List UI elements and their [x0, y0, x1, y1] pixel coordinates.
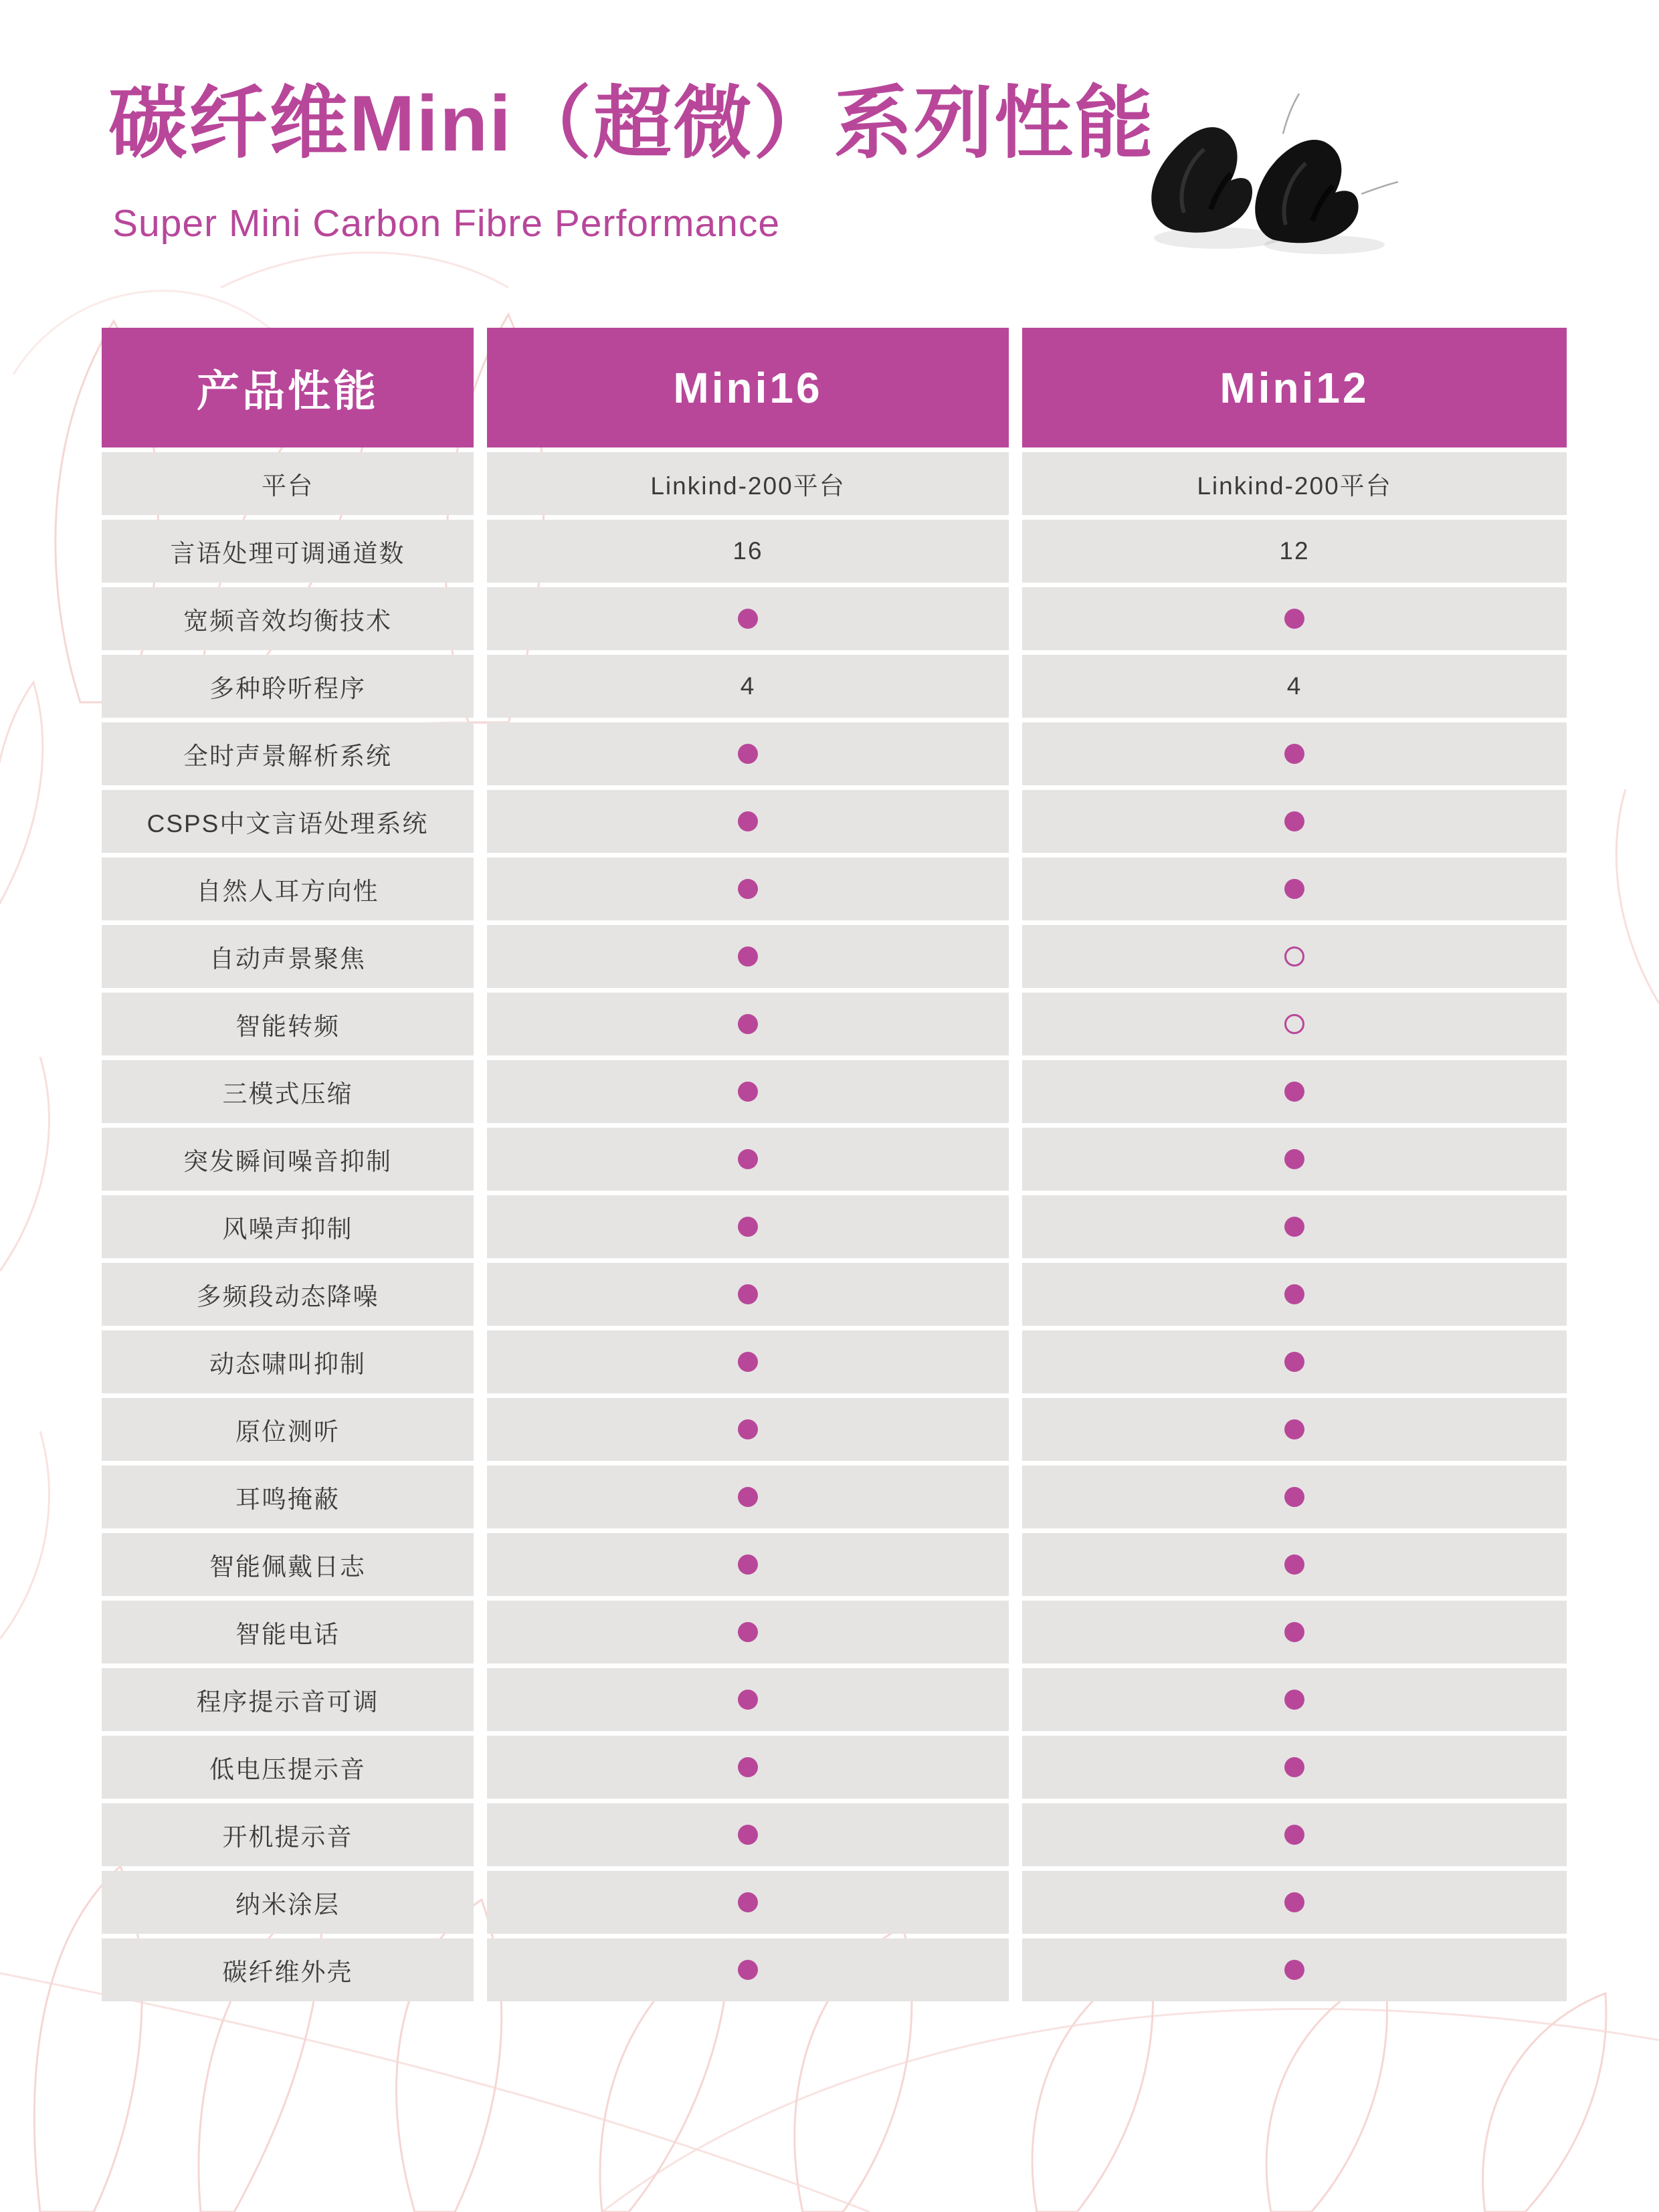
filled-dot-icon — [1284, 1757, 1304, 1777]
table-row — [102, 1871, 1567, 1934]
table-row — [102, 655, 1567, 718]
feature-label: 耳鸣掩蔽 — [102, 1466, 474, 1528]
mini12-value — [1022, 1668, 1567, 1731]
mini12-value — [1022, 1938, 1567, 2001]
filled-dot-icon — [738, 879, 758, 899]
filled-dot-icon — [738, 1892, 758, 1912]
filled-dot-icon — [738, 811, 758, 831]
mini16-value — [487, 790, 1009, 853]
mini12-value — [1022, 722, 1567, 785]
mini12-value — [1022, 587, 1567, 650]
filled-dot-icon — [738, 1352, 758, 1372]
filled-dot-icon — [1284, 1892, 1304, 1912]
feature-label: 宽频音效均衡技术 — [102, 587, 474, 650]
mini12-value — [1022, 790, 1567, 853]
table-row — [102, 790, 1567, 853]
mini12-value — [1022, 1195, 1567, 1258]
header-mini12: Mini12 — [1022, 328, 1567, 447]
mini16-value — [487, 1195, 1009, 1258]
filled-dot-icon — [1284, 1622, 1304, 1642]
mini12-value — [1022, 1263, 1567, 1326]
mini16-value — [487, 1466, 1009, 1528]
table-header-row — [102, 328, 1567, 447]
mini16-value — [487, 1736, 1009, 1799]
filled-dot-icon — [1284, 744, 1304, 764]
filled-dot-icon — [738, 1419, 758, 1439]
table-row — [102, 1668, 1567, 1731]
mini12-value — [1022, 993, 1567, 1055]
filled-dot-icon — [738, 1960, 758, 1980]
table-row — [102, 1938, 1567, 2001]
mini12-value — [1022, 858, 1567, 920]
feature-label: 智能转频 — [102, 993, 474, 1055]
filled-dot-icon — [738, 1825, 758, 1845]
mini12-value: Linkind-200平台 — [1022, 452, 1567, 515]
filled-dot-icon — [1284, 1960, 1304, 1980]
filled-dot-icon — [1284, 811, 1304, 831]
feature-label: 智能电话 — [102, 1601, 474, 1664]
mini16-value — [487, 1263, 1009, 1326]
mini12-value — [1022, 1330, 1567, 1393]
spec-table — [102, 328, 1567, 2006]
mini12-value — [1022, 1060, 1567, 1123]
mini16-value — [487, 1128, 1009, 1191]
hollow-dot-icon — [1284, 946, 1304, 967]
table-row — [102, 1263, 1567, 1326]
feature-label: 全时声景解析系统 — [102, 722, 474, 785]
hollow-dot-icon — [1284, 1014, 1304, 1034]
mini12-value: 4 — [1022, 655, 1567, 718]
page-title: 碳纤维Mini（超微）系列性能 — [108, 80, 1155, 168]
filled-dot-icon — [1284, 1825, 1304, 1845]
feature-label: 多频段动态降噪 — [102, 1263, 474, 1326]
mini16-value — [487, 1330, 1009, 1393]
mini12-value — [1022, 1736, 1567, 1799]
mini16-value — [487, 722, 1009, 785]
filled-dot-icon — [1284, 1419, 1304, 1439]
table-row — [102, 1466, 1567, 1528]
mini16-value — [487, 1601, 1009, 1664]
filled-dot-icon — [738, 744, 758, 764]
table-row — [102, 722, 1567, 785]
header-mini16: Mini16 — [487, 328, 1009, 447]
mini16-value — [487, 1533, 1009, 1596]
table-row — [102, 1195, 1567, 1258]
filled-dot-icon — [738, 1622, 758, 1642]
mini12-value — [1022, 1803, 1567, 1866]
feature-label: 智能佩戴日志 — [102, 1533, 474, 1596]
mini12-value — [1022, 1398, 1567, 1461]
filled-dot-icon — [738, 1554, 758, 1575]
feature-label: 平台 — [102, 452, 474, 515]
mini16-value — [487, 1668, 1009, 1731]
table-row — [102, 520, 1567, 583]
page-subtitle: Super Mini Carbon Fibre Performance — [112, 202, 781, 245]
feature-label: 自动声景聚焦 — [102, 925, 474, 988]
table-row — [102, 1398, 1567, 1461]
filled-dot-icon — [1284, 1217, 1304, 1237]
filled-dot-icon — [1284, 1082, 1304, 1102]
mini16-value — [487, 587, 1009, 650]
mini16-value — [487, 1398, 1009, 1461]
filled-dot-icon — [1284, 1554, 1304, 1575]
filled-dot-icon — [1284, 1284, 1304, 1304]
table-row — [102, 1803, 1567, 1866]
filled-dot-icon — [738, 1690, 758, 1710]
filled-dot-icon — [1284, 1149, 1304, 1169]
feature-label: 程序提示音可调 — [102, 1668, 474, 1731]
filled-dot-icon — [1284, 609, 1304, 629]
mini12-value: 12 — [1022, 520, 1567, 583]
filled-dot-icon — [738, 1487, 758, 1507]
feature-label: 多种聆听程序 — [102, 655, 474, 718]
table-row — [102, 1128, 1567, 1191]
mini16-value: 16 — [487, 520, 1009, 583]
table-row — [102, 1736, 1567, 1799]
filled-dot-icon — [738, 1014, 758, 1034]
mini16-value — [487, 1803, 1009, 1866]
header-product-performance: 产品性能 — [102, 328, 474, 447]
feature-label: 纳米涂层 — [102, 1871, 474, 1934]
mini12-value — [1022, 1533, 1567, 1596]
filled-dot-icon — [1284, 879, 1304, 899]
mini12-value — [1022, 1128, 1567, 1191]
feature-label: 自然人耳方向性 — [102, 858, 474, 920]
filled-dot-icon — [738, 1757, 758, 1777]
mini16-value — [487, 993, 1009, 1055]
filled-dot-icon — [738, 609, 758, 629]
feature-label: CSPS中文言语处理系统 — [102, 790, 474, 853]
table-row — [102, 993, 1567, 1055]
mini16-value — [487, 1938, 1009, 2001]
mini12-value — [1022, 1466, 1567, 1528]
feature-label: 风噪声抑制 — [102, 1195, 474, 1258]
mini16-value — [487, 925, 1009, 988]
filled-dot-icon — [1284, 1352, 1304, 1372]
table-row — [102, 1330, 1567, 1393]
feature-label: 动态啸叫抑制 — [102, 1330, 474, 1393]
filled-dot-icon — [738, 1149, 758, 1169]
mini16-value: Linkind-200平台 — [487, 452, 1009, 515]
filled-dot-icon — [1284, 1487, 1304, 1507]
feature-label: 言语处理可调通道数 — [102, 520, 474, 583]
hearing-aids-photo — [1131, 92, 1398, 260]
mini16-value — [487, 858, 1009, 920]
feature-label: 三模式压缩 — [102, 1060, 474, 1123]
feature-label: 低电压提示音 — [102, 1736, 474, 1799]
filled-dot-icon — [1284, 1690, 1304, 1710]
filled-dot-icon — [738, 1284, 758, 1304]
filled-dot-icon — [738, 946, 758, 967]
table-row — [102, 1601, 1567, 1664]
table-body — [102, 452, 1567, 2001]
table-row — [102, 1533, 1567, 1596]
table-row — [102, 925, 1567, 988]
feature-label: 开机提示音 — [102, 1803, 474, 1866]
filled-dot-icon — [738, 1082, 758, 1102]
mini12-value — [1022, 1601, 1567, 1664]
mini16-value — [487, 1060, 1009, 1123]
table-row — [102, 1060, 1567, 1123]
mini12-value — [1022, 925, 1567, 988]
mini12-value — [1022, 1871, 1567, 1934]
table-row — [102, 587, 1567, 650]
mini16-value: 4 — [487, 655, 1009, 718]
feature-label: 碳纤维外壳 — [102, 1938, 474, 2001]
table-row — [102, 452, 1567, 515]
feature-label: 原位测听 — [102, 1398, 474, 1461]
mini16-value — [487, 1871, 1009, 1934]
feature-label: 突发瞬间噪音抑制 — [102, 1128, 474, 1191]
filled-dot-icon — [738, 1217, 758, 1237]
table-row — [102, 858, 1567, 920]
